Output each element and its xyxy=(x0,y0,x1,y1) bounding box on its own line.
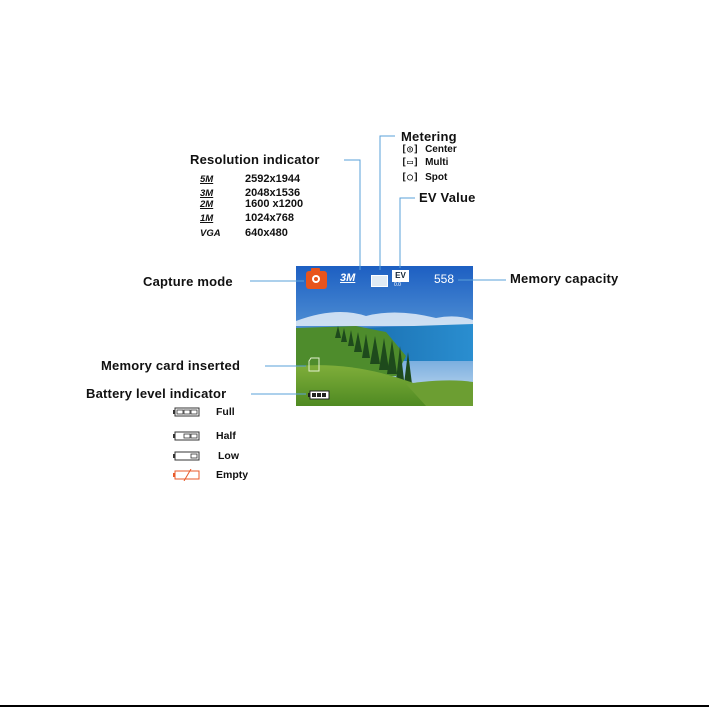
resolution-badge: 3M xyxy=(340,272,356,284)
resolution-indicator-label: Resolution indicator xyxy=(190,152,320,167)
battery-low-label: Low xyxy=(218,450,239,462)
resolution-code: 2M xyxy=(200,198,214,210)
resolution-value: 1600 x1200 xyxy=(245,198,304,210)
memory-card-label: Memory card inserted xyxy=(101,358,241,373)
metering-multi-icon: [▭] xyxy=(401,157,420,168)
resolution-value: 2048x1536 xyxy=(245,187,301,199)
battery-empty-label: Empty xyxy=(216,469,249,481)
resolution-value: 2592x1944 xyxy=(245,173,301,185)
capture-mode-label: Capture mode xyxy=(143,274,233,289)
ev-badge-value: 0.0 xyxy=(394,282,401,288)
battery-half-label: Half xyxy=(216,430,236,442)
metering-label: Metering xyxy=(401,129,457,144)
metering-center-label: Center xyxy=(425,144,457,155)
resolution-value: 1024x768 xyxy=(245,212,294,224)
resolution-code: VGA xyxy=(200,227,221,239)
resolution-code: 5M xyxy=(200,173,214,185)
memory-capacity-value: 558 xyxy=(434,272,455,286)
metering-multi-label: Multi xyxy=(425,157,449,168)
resolution-code: 3M xyxy=(200,187,214,199)
resolution-leader-line xyxy=(344,160,360,270)
page-bottom-rule xyxy=(0,705,709,707)
ev-badge: EV xyxy=(392,270,409,282)
battery-full-label: Full xyxy=(216,406,235,418)
metering-spot-label: Spot xyxy=(425,172,448,183)
metering-center-icon: [◎] xyxy=(401,144,420,155)
battery-level-label: Battery level indicator xyxy=(86,386,227,401)
resolution-code: 1M xyxy=(200,212,214,224)
metering-spot-icon: [○] xyxy=(401,172,420,183)
ev-leader-line xyxy=(400,198,415,268)
resolution-value: 640x480 xyxy=(245,227,288,239)
ev-value-label: EV Value xyxy=(419,190,476,205)
memory-capacity-label: Memory capacity xyxy=(510,271,619,286)
metering-leader-line xyxy=(380,136,395,270)
